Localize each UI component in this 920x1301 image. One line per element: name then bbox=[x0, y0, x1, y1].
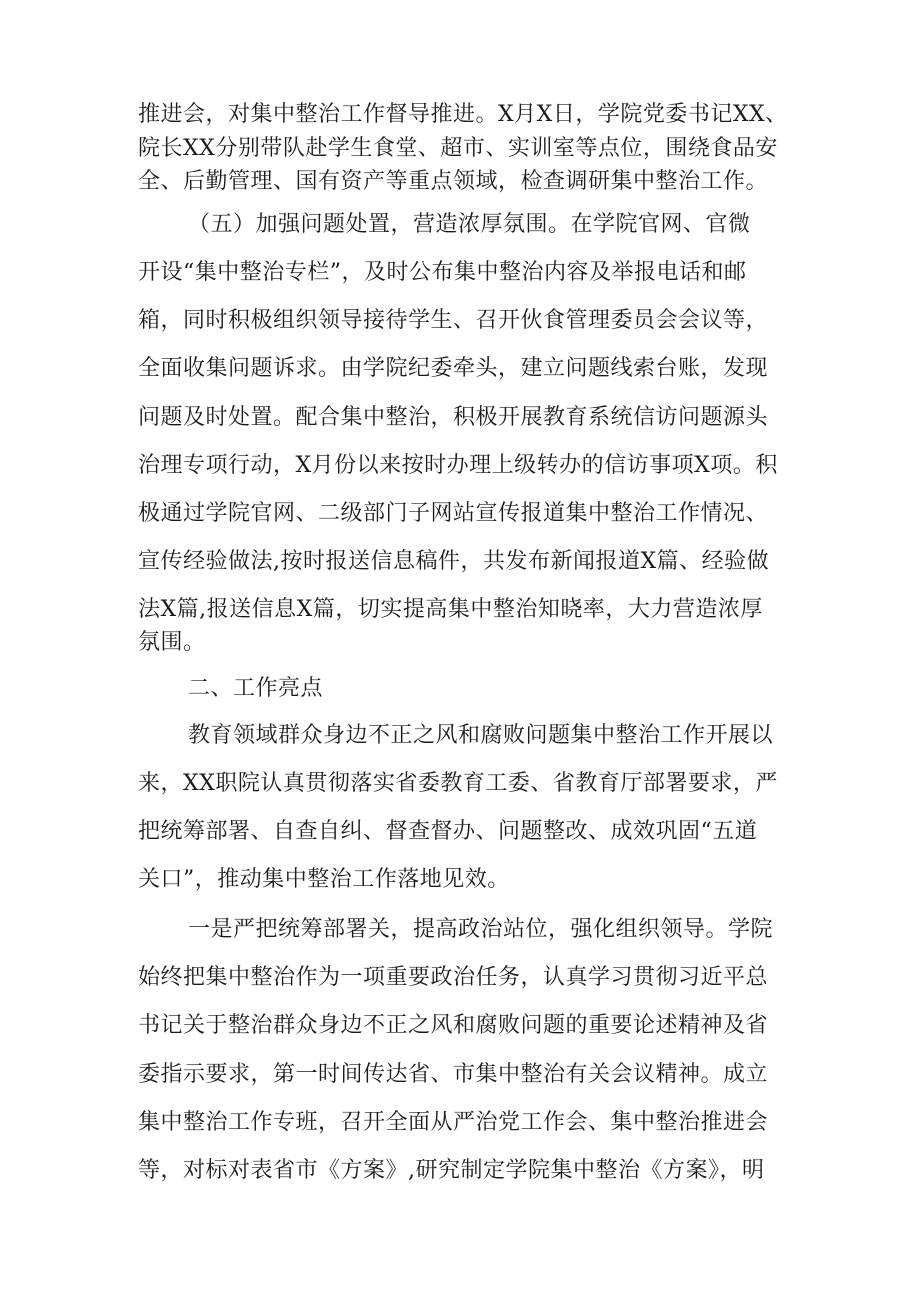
text-line: 开设“集中整治专栏”，及时公布集中整治内容及举报电话和邮 bbox=[138, 260, 747, 285]
text-line: 推进会，对集中整治工作督导推进。X月X日，学院党委书记XX、 bbox=[138, 102, 788, 127]
text-line: 治理专项行动，X月份以来按时办理上级转办的信访事项X项。积 bbox=[138, 453, 778, 478]
section-heading-five: （五）加强问题处置，营造浓厚氛围。在学院官网、官微 bbox=[188, 212, 751, 237]
text-line: 一是严把统筹部署关，提高政治站位，强化组织领导。学院 bbox=[188, 917, 774, 942]
text-line: 把统筹部署、自查自纠、督查督办、问题整改、成效巩固“五道 bbox=[138, 819, 758, 844]
text-line: 始终把集中整治作为一项重要政治任务，认真学习贯彻习近平总 bbox=[138, 965, 769, 990]
text-line: 法X篇,报送信息X篇，切实提高集中整治知晓率，大力营造浓厚 bbox=[138, 597, 763, 622]
text-line: 院长XX分别带队赴学生食堂、超市、实训室等点位，围绕食品安 bbox=[138, 136, 778, 161]
text-line: 宣传经验做法,按时报送信息稿件，共发布新闻报道X篇、经验做 bbox=[138, 549, 770, 574]
text-line: 集中整治工作专班，召开全面从严治党工作会、集中整治推进会 bbox=[138, 1110, 769, 1135]
text-line: 箱，同时积极组织领导接待学生、召开伙食管理委员会会议等， bbox=[138, 308, 769, 333]
text-line: 来，XX职院认真贯彻落实省委教育工委、省教育厅部署要求，严 bbox=[138, 771, 778, 796]
text-line: 教育领域群众身边不正之风和腐败问题集中整治工作开展以 bbox=[188, 723, 774, 748]
text-line: 等，对标对表省市《方案》,研究制定学院集中整治《方案》，明 bbox=[138, 1158, 765, 1183]
text-line: 全、后勤管理、国有资产等重点领域，检查调研集中整治工作。 bbox=[138, 169, 769, 194]
text-line: 极通过学院官网、二级部门子网站宣传报道集中整治工作情况、 bbox=[138, 501, 769, 526]
text-line: 委指示要求，第一时间传达省、市集中整治有关会议精神。成立 bbox=[138, 1062, 769, 1087]
text-line: 关口”，推动集中整治工作落地见效。 bbox=[138, 867, 510, 892]
text-line: 书记关于整治群众身边不正之风和腐败问题的重要论述精神及省 bbox=[138, 1013, 769, 1038]
text-line: 全面收集问题诉求。由学院纪委牵头，建立问题线索台账，发现 bbox=[138, 356, 769, 381]
text-line: 氛围。 bbox=[138, 630, 206, 655]
section-heading-two: 二、工作亮点 bbox=[188, 676, 324, 701]
text-line: 问题及时处置。配合集中整治，积极开展教育系统信访问题源头 bbox=[138, 405, 769, 430]
